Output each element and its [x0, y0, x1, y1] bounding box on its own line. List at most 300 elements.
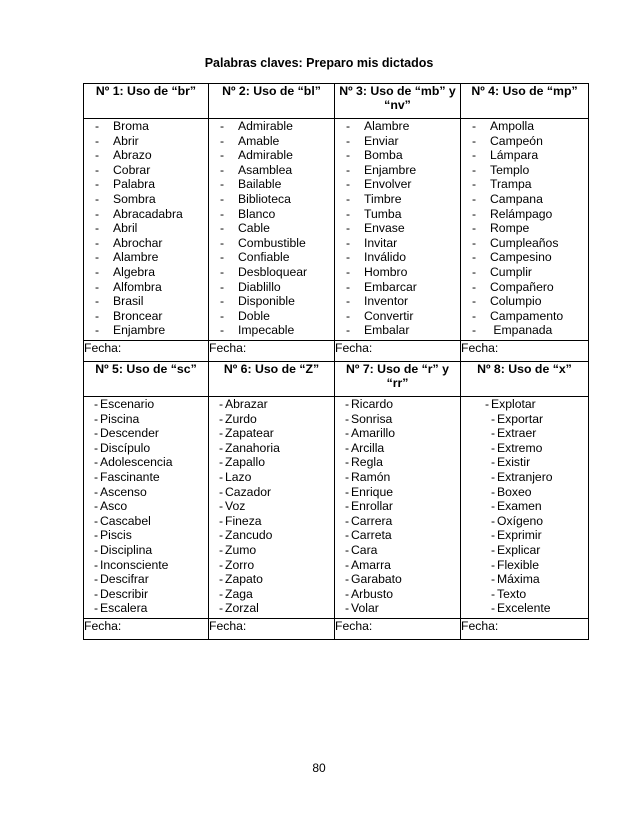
list-item: [220, 192, 334, 207]
word: Voz: [225, 499, 246, 514]
list-item: [95, 265, 208, 280]
bullet-dash: -: [345, 469, 350, 484]
word: Cable: [238, 221, 270, 236]
list-item: [219, 412, 334, 427]
list-item: [471, 397, 588, 412]
list-item: [220, 323, 334, 338]
bullet-dash: -: [472, 177, 477, 192]
list-item: [94, 412, 208, 427]
list-item: [220, 280, 334, 295]
word: Extremo: [497, 440, 543, 455]
bullet-dash: -: [346, 206, 351, 221]
word: Explicar: [497, 542, 541, 557]
list-item: [471, 601, 588, 616]
list-item: [95, 323, 208, 338]
bullet-dash: -: [472, 235, 477, 250]
date-cell: Fecha:: [209, 619, 335, 640]
word: Envolver: [364, 177, 412, 192]
bullet-dash: -: [219, 411, 224, 426]
list-item: [346, 134, 460, 149]
word: Timbre: [364, 191, 402, 206]
list-item: [345, 441, 460, 456]
bullet-dash: -: [491, 411, 496, 426]
list-item: [345, 558, 460, 573]
bullet-dash: -: [220, 191, 225, 206]
bullet-dash: -: [94, 484, 99, 499]
word: Enviar: [364, 133, 399, 148]
list-item: [471, 455, 588, 470]
word: Sonrisa: [351, 411, 393, 426]
word: Abrochar: [113, 235, 163, 250]
column-header: Nº 2: Uso de “bl”: [209, 84, 335, 119]
list-item: [472, 265, 588, 280]
bullet-dash: -: [94, 542, 99, 557]
list-item: [95, 163, 208, 178]
word-list-row: [84, 119, 589, 341]
list-item: [94, 470, 208, 485]
word: Amarra: [351, 557, 391, 572]
list-item: [472, 236, 588, 251]
bullet-dash: -: [94, 426, 99, 441]
bullet-dash: -: [220, 279, 225, 294]
list-item: [345, 499, 460, 514]
word: Zorro: [225, 557, 255, 572]
date-cell: Fecha:: [335, 619, 461, 640]
bullet-dash: -: [345, 557, 350, 572]
date-cell: Fecha:: [461, 341, 589, 362]
list-item: [94, 601, 208, 616]
list-item: [471, 528, 588, 543]
word: Bailable: [238, 177, 282, 192]
date-row: [84, 619, 589, 640]
bullet-dash: -: [95, 148, 100, 163]
bullet-dash: -: [472, 162, 477, 177]
bullet-dash: -: [220, 308, 225, 323]
bullet-dash: -: [345, 411, 350, 426]
word-list: [209, 119, 334, 338]
word: Campesino: [490, 250, 552, 265]
word: Trampa: [490, 177, 532, 192]
word: Relámpago: [490, 206, 553, 221]
bullet-dash: -: [472, 119, 477, 133]
word: Escenario: [100, 397, 155, 411]
word: Templo: [490, 162, 530, 177]
bullet-dash: -: [472, 221, 477, 236]
word: Confiable: [238, 250, 290, 265]
date-cell: Fecha:: [209, 341, 335, 362]
list-item: [471, 514, 588, 529]
list-item: [220, 207, 334, 222]
word: Zapatear: [225, 426, 274, 441]
word: Adolescencia: [100, 455, 173, 470]
bullet-dash: -: [220, 206, 225, 221]
bullet-dash: -: [491, 601, 496, 616]
bullet-dash: -: [94, 513, 99, 528]
bullet-dash: -: [95, 162, 100, 177]
list-item: [95, 119, 208, 134]
list-item: [95, 221, 208, 236]
word: Combustible: [238, 235, 306, 250]
list-item: [219, 572, 334, 587]
page-number: 80: [312, 761, 326, 775]
bullet-dash: -: [345, 397, 350, 411]
bullet-dash: -: [220, 119, 225, 133]
word: Zapallo: [225, 455, 265, 470]
header-row: [84, 362, 589, 397]
list-item: [345, 412, 460, 427]
list-item: [220, 134, 334, 149]
bullet-dash: -: [219, 557, 224, 572]
bullet-dash: -: [94, 499, 99, 514]
list-item: [472, 323, 588, 338]
bullet-dash: -: [94, 440, 99, 455]
word: Existir: [497, 455, 531, 470]
word: Hombro: [364, 264, 408, 279]
list-item: [345, 528, 460, 543]
bullet-dash: -: [219, 542, 224, 557]
list-item: [220, 177, 334, 192]
bullet-dash: -: [220, 162, 225, 177]
word: Oxígeno: [497, 513, 544, 528]
bullet-dash: -: [94, 601, 99, 616]
list-item: [219, 558, 334, 573]
list-item: [95, 294, 208, 309]
bullet-dash: -: [220, 148, 225, 163]
bullet-dash: -: [491, 572, 496, 587]
word: Carrera: [351, 513, 393, 528]
word: Envase: [364, 221, 405, 236]
list-item: [94, 572, 208, 587]
word: Doble: [238, 308, 270, 323]
word: Broma: [113, 119, 149, 133]
word: Ricardo: [351, 397, 393, 411]
bullet-dash: -: [95, 264, 100, 279]
list-item: [95, 309, 208, 324]
column-header: Nº 3: Uso de “mb” y “nv”: [335, 84, 461, 119]
word: Descender: [100, 426, 159, 441]
word: Discípulo: [100, 440, 151, 455]
bullet-dash: -: [491, 513, 496, 528]
bullet-dash: -: [472, 148, 477, 163]
word: Abracadabra: [113, 206, 183, 221]
word: Extraer: [497, 426, 537, 441]
word: Fascinante: [100, 469, 160, 484]
word: Descifrar: [100, 572, 149, 587]
word: Alfombra: [113, 279, 162, 294]
list-item: [345, 426, 460, 441]
word: Inconsciente: [100, 557, 169, 572]
list-item: [94, 558, 208, 573]
bullet-dash: -: [219, 397, 224, 411]
word: Asco: [100, 499, 128, 514]
list-item: [471, 441, 588, 456]
word-list-cell: [335, 397, 461, 619]
bullet-dash: -: [95, 221, 100, 236]
word: Describir: [100, 586, 149, 601]
word: Disciplina: [100, 542, 153, 557]
list-item: [346, 207, 460, 222]
word: Cumplir: [490, 264, 532, 279]
word: Flexible: [497, 557, 539, 572]
bullet-dash: -: [220, 177, 225, 192]
dictation-table: [83, 83, 589, 640]
word: Máxima: [497, 572, 540, 587]
list-item: [219, 441, 334, 456]
list-item: [471, 543, 588, 558]
bullet-dash: -: [491, 469, 496, 484]
bullet-dash: -: [345, 499, 350, 514]
date-cell: Fecha:: [335, 341, 461, 362]
bullet-dash: -: [346, 264, 351, 279]
list-item: [472, 192, 588, 207]
list-item: [471, 558, 588, 573]
bullet-dash: -: [219, 513, 224, 528]
bullet-dash: -: [95, 294, 100, 309]
bullet-dash: -: [472, 308, 477, 323]
list-item: [95, 207, 208, 222]
word: Embarcar: [364, 279, 417, 294]
list-item: [346, 250, 460, 265]
bullet-dash: -: [219, 586, 224, 601]
list-item: [219, 528, 334, 543]
bullet-dash: -: [485, 397, 490, 411]
word-list: [84, 119, 208, 338]
list-item: [472, 280, 588, 295]
word: Sombra: [113, 191, 156, 206]
bullet-dash: -: [345, 455, 350, 470]
word-list-cell: [461, 119, 589, 341]
word: Invitar: [364, 235, 398, 250]
list-item: [94, 455, 208, 470]
list-item: [472, 221, 588, 236]
list-item: [219, 499, 334, 514]
list-item: [472, 163, 588, 178]
bullet-dash: -: [346, 148, 351, 163]
bullet-dash: -: [491, 557, 496, 572]
list-item: [345, 397, 460, 412]
bullet-dash: -: [345, 440, 350, 455]
date-cell: Fecha:: [84, 341, 209, 362]
list-item: [472, 294, 588, 309]
word: Disponible: [238, 294, 295, 309]
word: Rompe: [490, 221, 530, 236]
column-header: Nº 5: Uso de “sc”: [84, 362, 209, 397]
word-list: [335, 397, 460, 616]
word: Arcilla: [351, 440, 385, 455]
bullet-dash: -: [219, 601, 224, 616]
word: Zapato: [225, 572, 263, 587]
list-item: [95, 148, 208, 163]
list-item: [94, 441, 208, 456]
list-item: [472, 134, 588, 149]
list-item: [346, 119, 460, 134]
word-list-cell: [461, 397, 589, 619]
bullet-dash: -: [472, 264, 477, 279]
list-item: [346, 236, 460, 251]
list-item: [95, 134, 208, 149]
word: Broncear: [113, 308, 163, 323]
bullet-dash: -: [220, 294, 225, 309]
word: Enrique: [351, 484, 394, 499]
bullet-dash: -: [346, 133, 351, 148]
word: Biblioteca: [238, 191, 291, 206]
bullet-dash: -: [94, 572, 99, 587]
bullet-dash: -: [346, 191, 351, 206]
word: Campeón: [490, 133, 543, 148]
list-item: [471, 426, 588, 441]
word: Algebra: [113, 264, 156, 279]
word: Ampolla: [490, 119, 535, 133]
list-item: [345, 587, 460, 602]
list-item: [345, 455, 460, 470]
list-item: [220, 236, 334, 251]
bullet-dash: -: [345, 528, 350, 543]
bullet-dash: -: [346, 235, 351, 250]
bullet-dash: -: [95, 323, 100, 338]
bullet-dash: -: [94, 455, 99, 470]
word: Carreta: [351, 528, 392, 543]
word: Zanahoria: [225, 440, 280, 455]
word-list-cell: [209, 119, 335, 341]
word: Abrir: [113, 133, 139, 148]
word-list: [84, 397, 208, 616]
word-list-cell: [84, 119, 209, 341]
word: Blanco: [238, 206, 276, 221]
list-item: [471, 587, 588, 602]
list-item: [95, 250, 208, 265]
bullet-dash: -: [94, 397, 99, 411]
word-list: [461, 119, 588, 338]
word: Diablillo: [238, 279, 281, 294]
bullet-dash: -: [346, 294, 351, 309]
word: Brasil: [113, 294, 144, 309]
list-item: [472, 309, 588, 324]
bullet-dash: -: [95, 250, 100, 265]
word: Zorzal: [225, 601, 259, 616]
word: Arbusto: [351, 586, 394, 601]
word: Texto: [497, 586, 527, 601]
word: Exprimir: [497, 528, 542, 543]
word: Campana: [490, 191, 543, 206]
list-item: [220, 221, 334, 236]
bullet-dash: -: [472, 323, 477, 338]
word: Abrazar: [225, 397, 268, 411]
word: Embalar: [364, 323, 410, 338]
word: Volar: [351, 601, 379, 616]
column-header: Nº 1: Uso de “br”: [84, 84, 209, 119]
word: Tumba: [364, 206, 402, 221]
list-item: [345, 514, 460, 529]
word: Cobrar: [113, 162, 151, 177]
list-item: [95, 177, 208, 192]
word: Compañero: [490, 279, 554, 294]
column-header: Nº 8: Uso de “x”: [461, 362, 589, 397]
word: Cumpleaños: [490, 235, 559, 250]
bullet-dash: -: [346, 177, 351, 192]
list-item: [220, 250, 334, 265]
date-cell: Fecha:: [461, 619, 589, 640]
word: Cazador: [225, 484, 272, 499]
word: Ramón: [351, 469, 391, 484]
list-item: [94, 426, 208, 441]
bullet-dash: -: [491, 528, 496, 543]
word: Convertir: [364, 308, 414, 323]
list-item: [471, 412, 588, 427]
bullet-dash: -: [219, 455, 224, 470]
list-item: [472, 119, 588, 134]
list-item: [472, 250, 588, 265]
bullet-dash: -: [94, 469, 99, 484]
list-item: [471, 572, 588, 587]
word: Cara: [351, 542, 378, 557]
list-item: [472, 177, 588, 192]
list-item: [346, 177, 460, 192]
word: Boxeo: [497, 484, 532, 499]
word: Alambre: [364, 119, 410, 133]
word: Campamento: [490, 308, 564, 323]
bullet-dash: -: [220, 250, 225, 265]
word: Palabra: [113, 177, 156, 192]
bullet-dash: -: [345, 586, 350, 601]
bullet-dash: -: [220, 133, 225, 148]
date-cell: Fecha:: [84, 619, 209, 640]
word: Zurdo: [225, 411, 257, 426]
word: Exportar: [497, 411, 544, 426]
list-item: [471, 485, 588, 500]
bullet-dash: -: [491, 484, 496, 499]
word: Cascabel: [100, 513, 151, 528]
column-header: Nº 7: Uso de “r” y “rr”: [335, 362, 461, 397]
list-item: [95, 236, 208, 251]
word: Columpio: [490, 294, 542, 309]
bullet-dash: -: [95, 133, 100, 148]
word: Lámpara: [490, 148, 539, 163]
list-item: [219, 426, 334, 441]
word-list: [209, 397, 334, 616]
page-title: Palabras claves: Preparo mis dictados: [204, 56, 434, 70]
list-item: [220, 119, 334, 134]
word-list: [335, 119, 460, 338]
bullet-dash: -: [95, 191, 100, 206]
bullet-dash: -: [94, 586, 99, 601]
list-item: [472, 207, 588, 222]
word: Regla: [351, 455, 383, 470]
word: Zancudo: [225, 528, 273, 543]
word: Escalera: [100, 601, 148, 616]
word: Piscina: [100, 411, 140, 426]
word: Zumo: [225, 542, 257, 557]
list-item: [346, 148, 460, 163]
bullet-dash: -: [95, 308, 100, 323]
bullet-dash: -: [219, 469, 224, 484]
list-item: [94, 499, 208, 514]
bullet-dash: -: [491, 586, 496, 601]
bullet-dash: -: [95, 177, 100, 192]
header-row: [84, 84, 589, 119]
bullet-dash: -: [345, 513, 350, 528]
word: Admirable: [238, 148, 293, 163]
bullet-dash: -: [345, 601, 350, 616]
word: Fineza: [225, 513, 262, 528]
list-item: [95, 192, 208, 207]
list-item: [471, 470, 588, 485]
bullet-dash: -: [94, 557, 99, 572]
word: Excelente: [497, 601, 551, 616]
bullet-dash: -: [95, 235, 100, 250]
list-item: [94, 587, 208, 602]
bullet-dash: -: [491, 542, 496, 557]
list-item: [471, 499, 588, 514]
